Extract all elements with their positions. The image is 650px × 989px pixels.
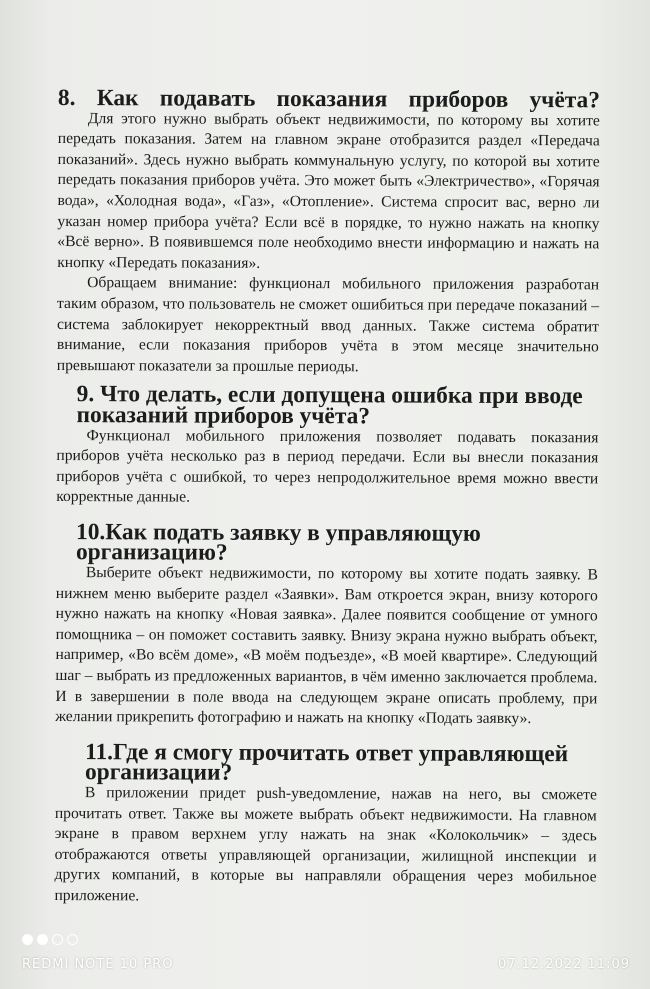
section-8-paragraph-2: Обращаем внимание: функционал мобильного приложения разработан таким образом, что пользователь не сможет ошибиться при передаче показаний – система заблокирует некорректный ввод данных. Также система обратит внимание, если показания приборов учёта в этом месяце значительно превышают показатели за прошлые периоды.: [56, 274, 600, 376]
section-11-heading: 11.Где я смогу прочитать ответ управляющей организации?: [84, 738, 569, 787]
dot-3: [52, 934, 63, 945]
camera-model-watermark: REDMI NOTE 10 PRO: [22, 957, 174, 972]
section-11-paragraph-1: В приложении придет push-уведомление, нажав на него, вы сможете прочитать ответ. Также вы можете выбрать объект недвижимости. На главном экране в правом верхнем углу нажать на знак «Колокольчик» – здесь отображаются ответы управляющей организации, жилищной инспекции и других компаний, в которые вы направляли обращения через мобильное приложение.: [54, 784, 597, 905]
dot-4: [67, 934, 78, 945]
dot-2: [37, 934, 48, 945]
section-10-heading: 10.Как подать заявку в управляющую организацию?: [75, 518, 481, 567]
section-8-heading: 8. Как подавать показания приборов учёта?: [57, 85, 601, 114]
photo-datetime-watermark: 07.12.2022 11:09: [497, 957, 630, 972]
section-8-paragraph-1: Для этого нужно выбрать объект недвижимости, по которому вы хотите передать показания. Затем на главном экране отобразится раздел «Передача показаний». Здесь нужно выбрать коммунальную услугу, по которой вы хотите передать показания приборов учёта. Это может быть «Электричество», «Горячая вода», «Холодная вода», «Газ», «Отопление». Система спросит вас, верно ли указан номер прибора учёта? Если всё в порядке, то нужно нажать на кнопку «Всё верно». В появившемся поле необходимо внести информацию и нажать на кнопку «Передать показания».: [57, 109, 600, 272]
section-9-heading: 9. Что делать, если допущена ошибка при вводе показаний приборов учёта?: [76, 381, 583, 430]
section-10-paragraph-1: Выберите объект недвижимости, по которому вы хотите подать заявку. В нижнем меню выберите раздел «Заявки». Вам откроется экран, внизу которого нужно нажать на кнопку «Новая заявка». Далее появится сообщение от умного помощника – он поможет составить заявку. Внизу экрана нужно выбрать объект, например, «Во всём доме», «В моём подъезде», «В моей квартире». Следующий шаг – выбрать из предложенных вариантов, в чём именно заключается проблема. И в завершении в поле ввода на следующем экране описать проблему, при желании прикрепить фотографию и нажать на кнопку «Подать заявку».: [55, 564, 598, 728]
document-body: [54, 85, 601, 909]
section-9-paragraph-1: Функционал мобильного приложения позволяет подавать показания приборов учёта несколько раз в период передачи. Если вы внесли показания приборов учёта с ошибкой, то через непродолжительное время можно ввести корректные данные.: [56, 426, 599, 506]
camera-watermark-dots: [22, 934, 78, 945]
dot-1: [22, 934, 33, 945]
